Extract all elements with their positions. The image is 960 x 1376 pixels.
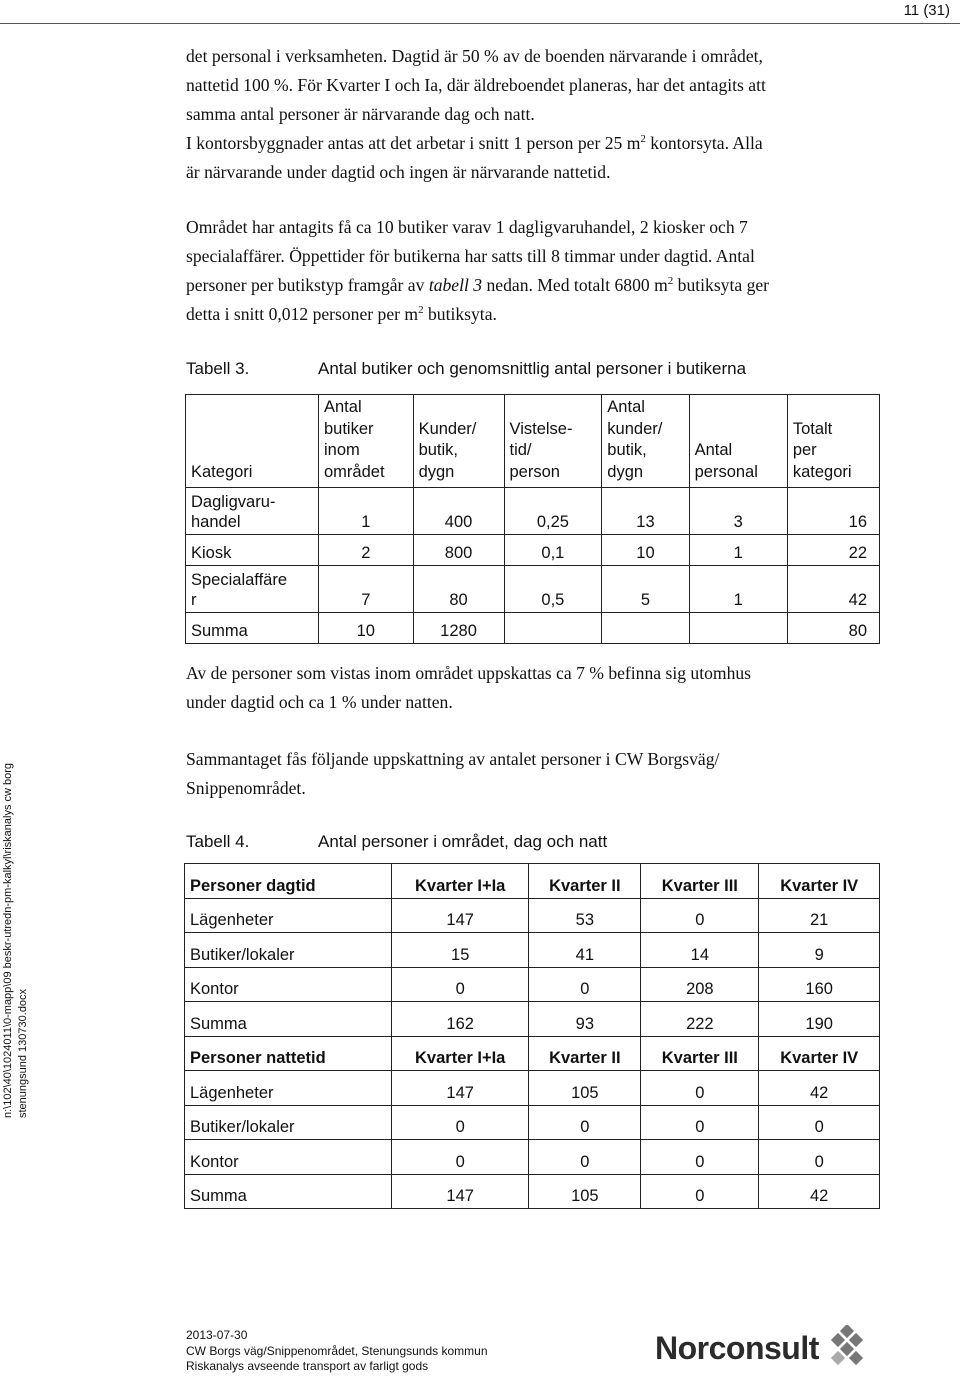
table-cell: 1280 (413, 613, 504, 644)
table-cell: 0 (641, 1174, 759, 1209)
header-cell: Totalt per kategori (787, 395, 879, 488)
table-row (185, 967, 880, 1002)
table-cell: Lägenheter (185, 898, 392, 933)
table-row (185, 933, 880, 968)
table-cell: 0 (529, 1140, 641, 1175)
footer-date: 2013-07-30 (186, 1328, 248, 1342)
paragraph-shops: Området har antagits få ca 10 butiker varav 1 dagligvaruhandel, 2 kiosker och 7 specialaffärer. Öppettider för butikerna har satts till 8 timmar under dagtid. Antal personer per butikstyp framgår av tabell 3 nedan. Med totalt 6800 $m^2$ butiksyta ger detta i snitt 0,012 personer per $m^2$ butiksyta. (186, 217, 770, 324)
header-cell: Kategori (186, 395, 319, 488)
table-header-row (185, 864, 880, 899)
category-cell: Specialaffäre r (186, 566, 319, 613)
table-header-row (185, 1036, 880, 1071)
category-cell: Summa (186, 613, 319, 644)
table4-title: Antal personer i området, dag och natt (318, 832, 608, 851)
header-cell: Antal personal (689, 395, 787, 488)
table-cell: 0 (392, 1105, 529, 1140)
table-reference: tabell 3 (428, 275, 483, 295)
table-cell: 10 (602, 535, 689, 566)
table4-caption (186, 832, 607, 852)
table-row (185, 1140, 880, 1175)
header-rule (0, 23, 960, 24)
table-cell: 105 (529, 1174, 641, 1209)
header-cell: Kvarter III (641, 864, 759, 899)
table-cell: 15 (392, 933, 529, 968)
table-cell: 16 (787, 488, 879, 535)
table-cell: 3 (689, 488, 787, 535)
header-cell: Kvarter III (641, 1036, 759, 1071)
header-cell: Kvarter I+Ia (392, 1036, 529, 1071)
table-row (185, 1174, 880, 1209)
table-cell: 105 (529, 1071, 641, 1106)
header-cell: Personer dagtid (185, 864, 392, 899)
header-cell: Antal kunder/ butik, dygn (602, 395, 689, 488)
table-cell: 0,1 (504, 535, 602, 566)
header-cell: Kvarter IV (759, 1036, 880, 1071)
table3-title: Antal butiker och genomsnittlig antal personer i butikerna (318, 359, 747, 378)
footer-doc: Riskanalys avseende transport av farligt gods (186, 1359, 429, 1373)
page-number: 11 (31) (903, 2, 950, 19)
header-cell: Kvarter II (529, 1036, 641, 1071)
table-cell: 147 (392, 898, 529, 933)
table-cell: 10 (319, 613, 414, 644)
table-cell: 208 (641, 967, 759, 1002)
table-cell: 0 (759, 1140, 880, 1175)
table-row (186, 488, 880, 535)
table-cell: 147 (392, 1071, 529, 1106)
header-cell: Antal butiker inom området (319, 395, 414, 488)
table-cell: Kontor (185, 967, 392, 1002)
header-cell: Personer nattetid (185, 1036, 392, 1071)
table-header-row (186, 395, 880, 488)
paragraph-summary: Sammantaget fås följande uppskattning av antalet personer i CW Borgsväg/ Snippenområdet. (186, 749, 720, 798)
table-cell: 0 (529, 1105, 641, 1140)
category-cell: Dagligvaru- handel (186, 488, 319, 535)
table-cell (504, 613, 602, 644)
table-cell: 42 (787, 566, 879, 613)
table-cell: 7 (319, 566, 414, 613)
table-cell: 162 (392, 1002, 529, 1037)
table-cell: 0,25 (504, 488, 602, 535)
table-cell: 0 (759, 1105, 880, 1140)
category-cell: Kiosk (186, 535, 319, 566)
table-row-summa (186, 613, 880, 644)
table-cell: 13 (602, 488, 689, 535)
table-cell: 93 (529, 1002, 641, 1037)
table-row (185, 1071, 880, 1106)
table-cell: 190 (759, 1002, 880, 1037)
table-cell: 14 (641, 933, 759, 968)
table-cell: 0 (392, 1140, 529, 1175)
table-cell: 0 (641, 898, 759, 933)
table-cell: Summa (185, 1174, 392, 1209)
table-cell: 80 (413, 566, 504, 613)
table-cell: 42 (759, 1174, 880, 1209)
table-cell: 5 (602, 566, 689, 613)
table-row (185, 1105, 880, 1140)
table-cell: 41 (529, 933, 641, 968)
table3-caption (186, 359, 746, 379)
table-cell: Butiker/lokaler (185, 933, 392, 968)
table-cell: 22 (787, 535, 879, 566)
table-row (186, 566, 880, 613)
table-cell: 80 (787, 613, 879, 644)
table-cell: Lägenheter (185, 1071, 392, 1106)
table-cell: 400 (413, 488, 504, 535)
table-persons (184, 863, 880, 1209)
table-cell: 0 (641, 1071, 759, 1106)
table-cell: Summa (185, 1002, 392, 1037)
table-cell: 222 (641, 1002, 759, 1037)
table-cell: 1 (319, 488, 414, 535)
paragraph-occupancy: det personal i verksamheten. Dagtid är 50 % av de boenden närvarande i området, nattetid 100 %. För Kvarter I och Ia, där äldreboendet planeras, har det antagits att samma antal personer är närvarande dag och natt. I kontorsbyggnader antas att det arbetar i snitt 1 person per 25 $m^2$ kontorsyta. Alla är närvarande under dagtid och ingen är närvarande nattetid. (186, 46, 766, 182)
table-cell (602, 613, 689, 644)
table-cell: 42 (759, 1071, 880, 1106)
table-cell: 147 (392, 1174, 529, 1209)
table-row (185, 898, 880, 933)
table3-label: Tabell 3. (186, 359, 250, 378)
header-cell: Kunder/ butik, dygn (413, 395, 504, 488)
table-cell: 0 (392, 967, 529, 1002)
table-cell: 1 (689, 566, 787, 613)
table-cell (689, 613, 787, 644)
table-cell: 0 (641, 1140, 759, 1175)
table-row (186, 535, 880, 566)
table-cell: 53 (529, 898, 641, 933)
header-cell: Kvarter IV (759, 864, 880, 899)
table-cell: 9 (759, 933, 880, 968)
header-cell: Vistelse- tid/ person (504, 395, 602, 488)
paragraph-outdoor: Av de personer som vistas inom området uppskattas ca 7 % befinna sig utomhus under dagtid och ca 1 % under natten. (186, 663, 752, 712)
table-cell: Kontor (185, 1140, 392, 1175)
header-cell: Kvarter I+Ia (392, 864, 529, 899)
table-cell: 21 (759, 898, 880, 933)
table-cell: 0,5 (504, 566, 602, 613)
table-cell: 2 (319, 535, 414, 566)
table-shops (185, 394, 880, 644)
footer (186, 1328, 488, 1375)
table-cell: 0 (529, 967, 641, 1002)
table-cell: 800 (413, 535, 504, 566)
norconsult-logo: Norconsult (655, 1330, 819, 1366)
table-cell: 0 (641, 1105, 759, 1140)
table-cell: Butiker/lokaler (185, 1105, 392, 1140)
header-cell: Kvarter II (529, 864, 641, 899)
table-cell: 160 (759, 967, 880, 1002)
file-path: n:\102\40\1024011\0-mapp\09 beskr-utredn-pm-kalkyl\riskanalys cw borg stenungsund 130730.docx (2, 762, 29, 1118)
footer-project: CW Borgs väg/Snippenområdet, Stenungsunds kommun (186, 1343, 488, 1358)
norconsult-logo-icon (825, 1325, 869, 1369)
table4-label: Tabell 4. (186, 832, 250, 851)
table-row (185, 1002, 880, 1037)
table-cell: 1 (689, 535, 787, 566)
